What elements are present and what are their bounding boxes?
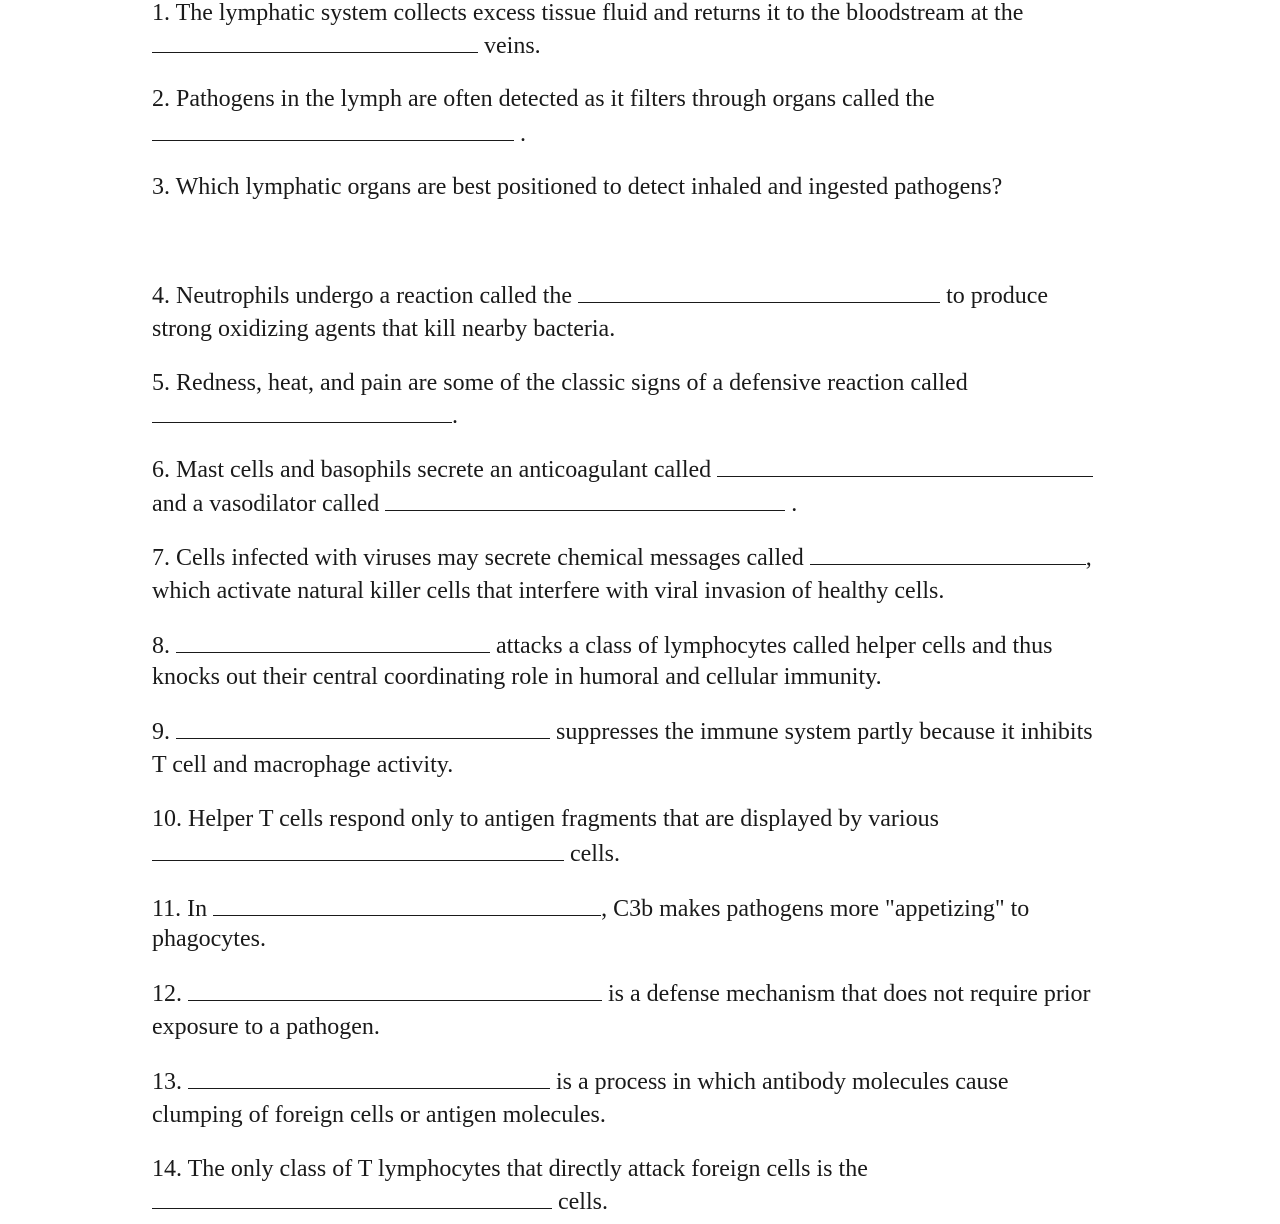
question-12-text-line-2: exposure to a pathogen. [152,1014,380,1040]
question-7-blank[interactable] [810,542,1086,565]
question-14-number: 14. [152,1156,182,1182]
question-5-text: Redness, heat, and pain are some of the classic signs of a defensive reaction called [176,370,968,396]
question-6-text-before: Mast cells and basophils secrete an anticoagulant called [176,457,718,483]
question-6-line-2 [152,488,797,518]
question-2-after-blank: . [514,121,526,147]
question-13-text-after: is a process in which antibody molecules cause [550,1069,1009,1095]
question-12-line-2 [152,1012,380,1042]
question-6-line-2-before: and a vasodilator called [152,491,386,517]
question-1-line-1 [152,0,1023,28]
question-7-text-line-2: which activate natural killer cells that interfere with viral invasion of healthy cells. [152,578,945,604]
question-14-after-blank: cells. [552,1189,608,1215]
question-1-number: 1. [152,0,170,26]
question-14-line-2 [152,1186,608,1216]
question-2-text: Pathogens in the lymph are often detected as it filters through organs called the [176,86,935,112]
question-10-line-1 [152,804,939,834]
question-1-line-2 [152,30,541,60]
question-4-text-after: to produce [940,283,1049,309]
question-2-blank[interactable] [152,118,514,141]
question-9-text-after: suppresses the immune system partly because it inhibits [550,719,1093,745]
question-9-line-2 [152,750,453,780]
question-7-text-before: Cells infected with viruses may secrete chemical messages called [176,545,810,571]
question-8-line-1 [152,630,1052,660]
question-11-text-line-2: phagocytes. [152,926,266,952]
question-7-line-1 [152,542,1092,572]
question-11-line-2 [152,924,266,954]
question-4-line-1 [152,280,1048,310]
question-11-line-1 [152,893,1029,923]
question-3-number: 3. [152,174,170,200]
question-10-number: 10. [152,806,182,832]
question-11-number: 11. [152,896,182,922]
question-5-number: 5. [152,370,170,396]
question-11-text-before: In [187,896,214,922]
question-1-after-blank: veins. [478,33,541,59]
question-7-number: 7. [152,545,170,571]
question-14-text: The only class of T lymphocytes that directly attack foreign cells is the [187,1156,868,1182]
question-8-blank[interactable] [176,630,490,653]
question-3-text: Which lymphatic organs are best positioned to detect inhaled and ingested pathogens? [175,174,1003,200]
question-3-line-1 [152,172,1002,202]
question-6-blank-vasodilator[interactable] [385,488,785,511]
question-6-line-2-after: . [785,491,798,517]
question-5-line-2 [152,400,458,430]
question-4-number: 4. [152,283,170,309]
question-5-blank[interactable] [152,400,452,423]
question-14-line-1 [152,1154,868,1184]
question-13-number: 13. [152,1069,182,1095]
question-8-line-2 [152,662,882,692]
question-1-blank[interactable] [152,30,478,53]
question-1-text: The lymphatic system collects excess tissue fluid and returns it to the bloodstream at the [175,0,1024,26]
question-10-text: Helper T cells respond only to antigen fragments that are displayed by various [188,806,939,832]
question-10-after-blank: cells. [564,841,620,867]
question-4-text-line-2: strong oxidizing agents that kill nearby bacteria. [152,316,616,342]
question-8-number: 8. [152,633,170,659]
question-6-number: 6. [152,457,170,483]
question-9-line-1 [152,716,1093,746]
question-2-line-1 [152,84,935,114]
question-12-number: 12. [152,981,182,1007]
question-9-blank[interactable] [176,716,550,739]
question-9-text-line-2: T cell and macrophage activity. [152,752,454,778]
question-2-number: 2. [152,86,170,112]
question-11-text-after: , C3b makes pathogens more "appetizing" to [601,896,1030,922]
question-13-text-line-2: clumping of foreign cells or antigen molecules. [152,1102,606,1128]
question-14-blank[interactable] [152,1186,552,1209]
question-8-text-line-2: knocks out their central coordinating role in humoral and cellular immunity. [152,664,882,690]
question-5-after-blank: . [452,403,458,429]
question-6-line-1 [152,454,1093,484]
question-11-blank[interactable] [213,893,601,916]
question-4-text-before: Neutrophils undergo a reaction called the [176,283,579,309]
question-12-text-after: is a defense mechanism that does not require prior [602,981,1091,1007]
question-7-line-2 [152,576,944,606]
question-13-blank[interactable] [188,1066,550,1089]
question-12-blank[interactable] [188,978,602,1001]
question-4-blank[interactable] [578,280,940,303]
question-2-line-2 [152,118,526,148]
question-5-line-1 [152,368,968,398]
question-10-line-2 [152,838,620,868]
question-8-text-after: attacks a class of lymphocytes called helper cells and thus [490,633,1053,659]
question-10-blank[interactable] [152,838,564,861]
question-4-line-2 [152,314,615,344]
question-7-text-after: , [1085,545,1092,571]
question-12-line-1 [152,978,1091,1008]
question-6-blank-anticoagulant[interactable] [717,454,1093,477]
question-13-line-1 [152,1066,1009,1096]
question-13-line-2 [152,1100,606,1130]
question-9-number: 9. [152,719,170,745]
